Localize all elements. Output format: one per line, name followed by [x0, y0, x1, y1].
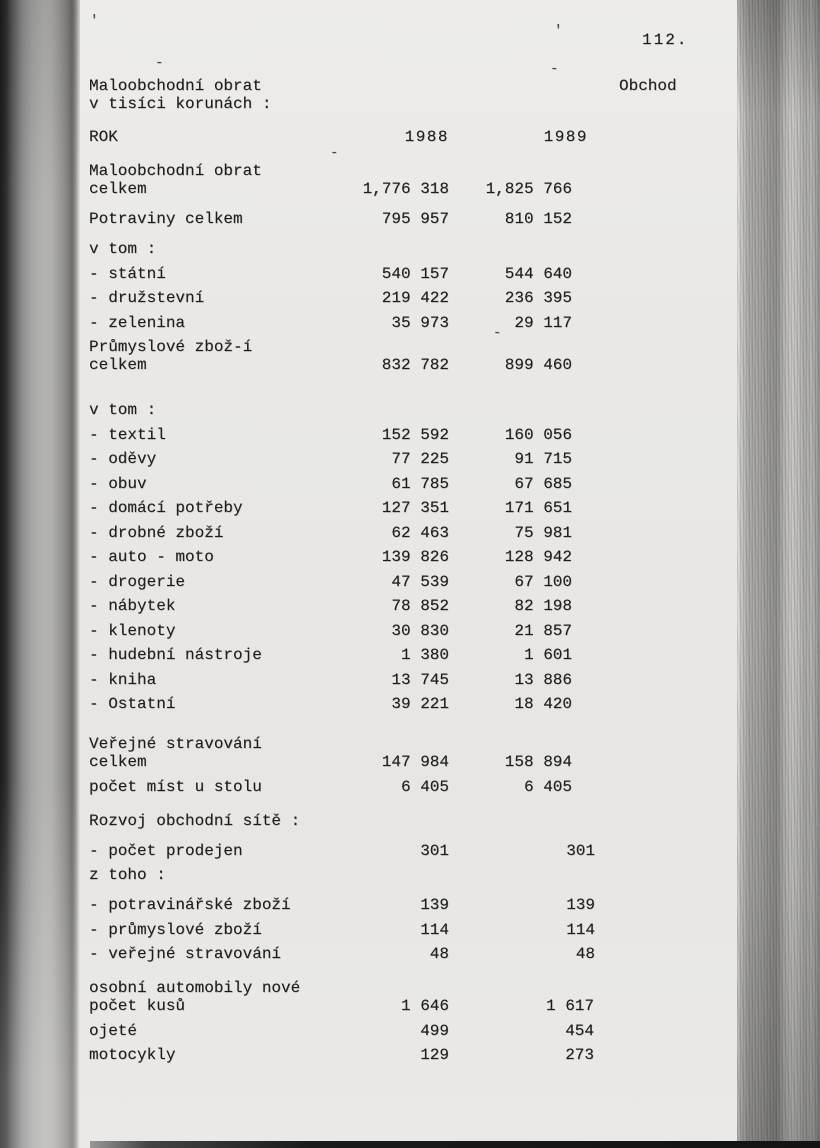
page-surface — [80, 0, 737, 1148]
value-1988: 6 405 — [400, 777, 449, 796]
row-label-line: v tom : — [89, 401, 157, 419]
value-1989: 114 — [566, 920, 595, 939]
value-1989: 899 460 — [504, 356, 572, 374]
row-label — [89, 210, 354, 228]
row-label-line: osobní automobily nové — [89, 979, 301, 997]
column-header-1988: 1988 — [404, 128, 449, 146]
table-row — [89, 979, 594, 1015]
row-label-line: - družstevní — [89, 289, 205, 307]
table-row — [89, 841, 595, 860]
row-label-line: ojeté — [89, 1021, 138, 1040]
value-1988: 219 422 — [381, 289, 449, 307]
row-label — [89, 812, 354, 830]
value-1988: 1,776 318 — [362, 180, 449, 198]
value-1988: 139 826 — [381, 548, 449, 566]
value-1989: 13 886 — [514, 670, 572, 689]
row-label-line: - průmyslové zboží — [89, 920, 262, 939]
value-1988: 795 957 — [381, 210, 449, 228]
value-1989: 91 715 — [514, 450, 572, 468]
value-1989: 544 640 — [504, 264, 572, 283]
table-row — [89, 695, 572, 713]
row-label-line: Rozvoj obchodní sítě : — [89, 811, 301, 830]
value-1988: 77 225 — [391, 450, 449, 468]
scan-mark: - — [493, 325, 502, 341]
row-label-line: - Ostatní — [89, 695, 176, 713]
value-1989: 1 617 — [545, 997, 594, 1015]
row-label-line: - drogerie — [89, 572, 186, 591]
table-row — [89, 671, 572, 689]
table-row — [89, 162, 572, 198]
row-label-line: - drobné zboží — [89, 523, 224, 542]
row-label — [89, 240, 354, 258]
table-row — [89, 265, 572, 283]
value-1989: 158 894 — [504, 753, 572, 771]
table-row — [89, 812, 572, 830]
value-1988: 13 745 — [391, 670, 449, 689]
table-row — [89, 622, 572, 640]
row-label-line: Veřejné stravování — [89, 735, 262, 753]
scan-mark: - — [330, 145, 339, 161]
table-row — [89, 896, 595, 914]
table-row — [89, 289, 572, 307]
table-row — [89, 499, 572, 517]
row-label — [89, 162, 354, 198]
value-1989: 139 — [566, 896, 595, 914]
value-1988: 127 351 — [381, 499, 449, 517]
row-label-line: počet míst u stolu — [89, 777, 262, 796]
table-row — [89, 210, 572, 228]
value-1988: 832 782 — [381, 356, 449, 374]
value-1988: 152 592 — [381, 425, 449, 444]
value-1988: 30 830 — [391, 621, 449, 640]
row-label-line: - oděvy — [89, 450, 157, 468]
value-1989: 67 100 — [514, 572, 572, 591]
value-1988: 78 852 — [391, 597, 449, 615]
table-row — [89, 426, 572, 444]
table-row — [89, 240, 572, 258]
table-title-line2: v tisíci korunách : — [89, 95, 272, 113]
value-1989: 301 — [566, 841, 595, 860]
row-label-line: - počet prodejen — [89, 841, 243, 860]
table-row — [89, 450, 572, 468]
value-1989: 29 117 — [514, 313, 572, 332]
table-row — [89, 401, 572, 419]
row-label — [89, 573, 354, 591]
page-number: 112. — [642, 31, 689, 49]
row-label-line: v tom : — [89, 240, 157, 258]
row-label — [89, 842, 354, 860]
value-1989: 75 981 — [514, 523, 572, 542]
table-header-row — [89, 128, 588, 146]
value-1989: 273 — [565, 1046, 594, 1064]
value-1988: 1 380 — [400, 646, 449, 664]
row-label — [89, 778, 354, 796]
table-row — [89, 475, 572, 493]
row-label-line: - kniha — [89, 670, 157, 689]
table-row — [89, 524, 572, 542]
table-title — [89, 77, 271, 113]
value-1989: 21 857 — [514, 621, 572, 640]
row-label-line: počet kusů — [89, 997, 186, 1015]
row-label-line: celkem — [89, 180, 147, 198]
table-title-line1: Maloobchodní obrat — [89, 77, 262, 95]
row-label-line: motocykly — [89, 1046, 176, 1064]
table-row — [89, 1021, 594, 1040]
row-label-line: - textil — [89, 425, 166, 444]
row-label — [89, 401, 354, 419]
table-row — [89, 338, 572, 374]
value-1988: 39 221 — [391, 695, 449, 713]
value-1988: 129 — [420, 1046, 449, 1064]
table-row — [89, 735, 572, 771]
value-1989: 160 056 — [504, 425, 572, 444]
value-1989: 67 685 — [514, 474, 572, 493]
row-label — [89, 896, 354, 914]
row-label — [89, 1022, 354, 1040]
value-1988: 499 — [420, 1021, 449, 1040]
row-label — [89, 289, 354, 307]
row-label — [89, 426, 354, 444]
table-row — [89, 945, 595, 963]
value-1988: 301 — [420, 841, 449, 860]
table-row — [89, 1046, 594, 1064]
value-1988: 540 157 — [381, 264, 449, 283]
row-label-line: Maloobchodní obrat — [89, 162, 262, 180]
value-1988: 147 984 — [381, 753, 449, 771]
row-label — [89, 921, 354, 939]
row-label — [89, 979, 354, 1015]
row-label-line: Průmyslové zbož-í — [89, 338, 253, 356]
table-row — [89, 646, 572, 664]
table-body — [89, 162, 595, 1064]
row-label-line: - potravinářské zboží — [89, 896, 291, 914]
page-category-label: Obchod — [619, 77, 677, 95]
row-label — [89, 622, 354, 640]
row-label — [89, 338, 354, 374]
value-1988: 62 463 — [391, 523, 449, 542]
value-1989: 1,825 766 — [485, 180, 572, 198]
scan-mark: - — [155, 55, 164, 71]
row-label-line: - domácí potřeby — [89, 499, 243, 517]
row-label-line: - obuv — [89, 474, 147, 493]
row-label-line: celkem — [89, 753, 147, 771]
value-1988: 47 539 — [391, 572, 449, 591]
table-row — [89, 866, 572, 884]
statistics-table — [89, 128, 595, 1064]
value-1989: 82 198 — [514, 597, 572, 615]
row-label — [89, 265, 354, 283]
year-row-label: ROK — [89, 128, 118, 146]
row-label-line: - hudební nástroje — [89, 646, 262, 664]
table-row — [89, 573, 572, 591]
row-label — [89, 475, 354, 493]
scan-mark: ' — [90, 13, 99, 29]
table-row — [89, 548, 572, 566]
value-1988: 48 — [429, 945, 449, 963]
row-label — [89, 314, 354, 332]
row-label — [89, 597, 354, 615]
column-header-1989: 1989 — [543, 128, 588, 146]
row-label-line: - veřejné stravování — [89, 945, 282, 963]
row-label — [89, 866, 354, 884]
row-label — [89, 671, 354, 689]
value-1989: 810 152 — [504, 210, 572, 228]
row-label — [89, 499, 354, 517]
book-fore-edge-texture — [737, 0, 820, 1148]
row-label-line: - klenoty — [89, 621, 176, 640]
row-label-line: - nábytek — [89, 597, 176, 615]
value-1989: 6 405 — [523, 777, 572, 796]
value-1989: 171 651 — [504, 499, 572, 517]
row-label — [89, 548, 354, 566]
row-label — [89, 735, 354, 771]
value-1989: 1 601 — [523, 646, 572, 664]
value-1988: 35 973 — [391, 313, 449, 332]
table-row — [89, 778, 572, 796]
row-label — [89, 646, 354, 664]
row-label — [89, 450, 354, 468]
scan-mark: - — [550, 61, 559, 77]
scanner-bottom-edge — [90, 1141, 820, 1148]
table-row — [89, 314, 572, 332]
book-gutter-shadow — [0, 0, 80, 1148]
row-label — [89, 945, 354, 963]
row-label-line: celkem — [89, 356, 147, 374]
value-1989: 18 420 — [514, 695, 572, 713]
table-row — [89, 920, 595, 939]
value-1989: 128 942 — [504, 548, 572, 566]
row-label-line: - auto - moto — [89, 548, 214, 566]
row-label-line: z toho : — [89, 866, 166, 884]
value-1989: 48 — [575, 945, 595, 963]
value-1988: 61 785 — [391, 474, 449, 493]
value-1989: 236 395 — [504, 289, 572, 307]
value-1988: 114 — [420, 920, 449, 939]
scan-mark: ' — [554, 23, 563, 39]
row-label — [89, 1046, 354, 1064]
row-label-line: Potraviny celkem — [89, 210, 243, 228]
row-label-line: - zelenina — [89, 313, 186, 332]
row-label — [89, 695, 354, 713]
value-1988: 139 — [420, 896, 449, 914]
table-row — [89, 597, 572, 615]
row-label — [89, 524, 354, 542]
value-1988: 1 646 — [400, 997, 449, 1015]
value-1989: 454 — [565, 1021, 594, 1040]
row-label-line: - státní — [89, 264, 166, 283]
